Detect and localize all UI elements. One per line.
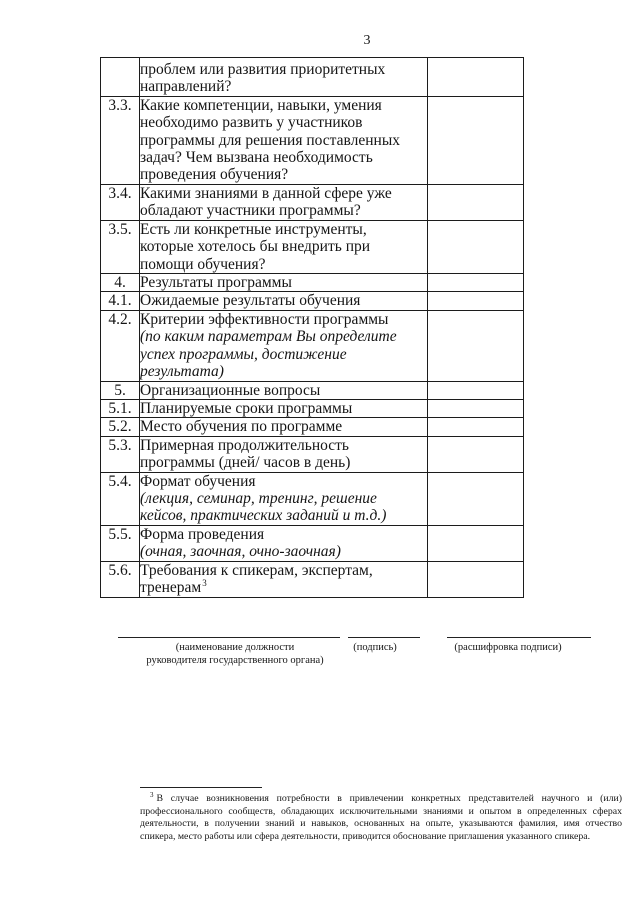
item-number [101,58,140,97]
footnote-line: деятельности, в получении знаний и навыков, основанных на опыте, указываются фамилия, имя отчество [140,818,622,830]
question-note-line: (очная, заочная, очно-заочная) [140,543,341,561]
item-question [140,58,428,97]
item-question [140,436,428,472]
footnote-reference: 3 [202,577,207,588]
answer-cell [428,472,524,525]
footnote-marker: 3 [150,791,154,799]
item-number: 3.5. [101,220,140,273]
table-row [101,399,524,417]
question-line: направлений? [140,78,232,96]
question-line: Требования к спикерам, экспертам, [140,561,373,579]
question-line: Какие компетенции, навыки, умения [140,96,382,114]
table-row [101,184,524,220]
question-line: Примерная продолжительность [140,436,349,454]
question-line [140,579,427,596]
table-row [101,58,524,97]
position-underline [118,637,340,638]
question-line: программы (дней/ часов в день) [140,454,351,472]
item-question [140,399,428,417]
section-row [101,274,524,292]
question-note-line: результата) [140,363,224,381]
question-note-line: кейсов, практических заданий и т.д.) [140,507,387,525]
question-line: Форма проведения [140,525,265,543]
question-line: Планируемые сроки программы [140,399,353,417]
section-title [140,381,428,399]
position-label-line: руководителя государственного органа) [146,655,324,666]
section-title-line: Результаты программы [140,274,292,292]
question-line: Формат обучения [140,472,256,490]
table-row [101,561,524,597]
section-row [101,381,524,399]
question-line: Какими знаниями в данной сфере уже [140,184,392,202]
signature-label: (подпись) [353,642,397,653]
table-row [101,525,524,561]
answer-cell [428,381,524,399]
item-number: 3.3. [101,96,140,184]
footnote-line [140,793,622,806]
item-number: 5.5. [101,525,140,561]
section-title-line: Организационные вопросы [140,381,321,399]
table-row [101,96,524,184]
answer-cell [428,399,524,417]
table-row [101,418,524,436]
footnote-line: спикера, место работы или сфера деятельности, приводится обоснование приглашения указанного спикера. [140,830,591,842]
position-label-line: (наименование должности [175,642,295,653]
item-question [140,220,428,273]
item-number: 4.2. [101,310,140,381]
item-number: 5.4. [101,472,140,525]
question-line: проблем или развития приоритетных [140,61,386,78]
item-number: 5.1. [101,399,140,417]
question-note-line: успех программы, достижение [140,345,347,363]
footnote-line: профессионального сообществ, обладающих исключительными знаниями и опытом в определенных сферах [140,805,622,817]
question-line: Критерии эффективности программы [140,310,389,328]
table-row [101,292,524,310]
answer-cell [428,96,524,184]
item-question [140,561,428,597]
item-question [140,525,428,561]
footnote-line-text: В случае возникновения потребности в привлечении конкретных представителей научного и (или) [156,793,622,804]
item-question [140,310,428,381]
question-line: программы для решения поставленных [140,131,400,149]
item-number: 3.4. [101,184,140,220]
footnote-separator [140,787,262,788]
item-question [140,96,428,184]
table-row [101,436,524,472]
item-number: 5.2. [101,418,140,436]
item-number: 4.1. [101,292,140,310]
answer-cell [428,561,524,597]
answer-cell [428,184,524,220]
answer-cell [428,310,524,381]
question-line: Место обучения по программе [140,418,343,436]
answer-cell [428,525,524,561]
item-number: 5.3. [101,436,140,472]
name-underline [447,637,591,638]
page-number: 3 [363,33,371,48]
question-line: обладают участники программы? [140,202,361,220]
question-note-line: (по каким параметрам Вы определите [140,328,397,346]
table-row [101,220,524,273]
question-line: Ожидаемые результаты обучения [140,292,361,310]
question-line: задач? Чем вызвана необходимость [140,149,373,167]
question-line: помощи обучения? [140,255,266,273]
section-number: 4. [101,274,140,292]
table-row [101,310,524,381]
item-question [140,184,428,220]
item-question [140,292,428,310]
answer-cell [428,220,524,273]
answer-cell [428,418,524,436]
footnote [140,793,622,843]
answer-cell [428,436,524,472]
questionnaire-table [100,57,524,598]
position-label [125,641,345,667]
section-title [140,274,428,292]
question-line: Есть ли конкретные инструменты, [140,220,367,238]
answer-cell [428,274,524,292]
question-line-text: тренерам [140,578,202,596]
item-question [140,418,428,436]
item-question [140,472,428,525]
question-line: которые хотелось бы внедрить при [140,238,371,256]
answer-cell [428,292,524,310]
table-row [101,472,524,525]
question-line: необходимо развить у участников [140,114,363,132]
item-number: 5.6. [101,561,140,597]
signature-underline [348,637,420,638]
name-label: (расшифровка подписи) [454,642,562,653]
section-number: 5. [101,381,140,399]
answer-cell [428,58,524,97]
question-note-line: (лекция, семинар, тренинг, решение [140,489,377,507]
question-line: проведения обучения? [140,166,289,184]
